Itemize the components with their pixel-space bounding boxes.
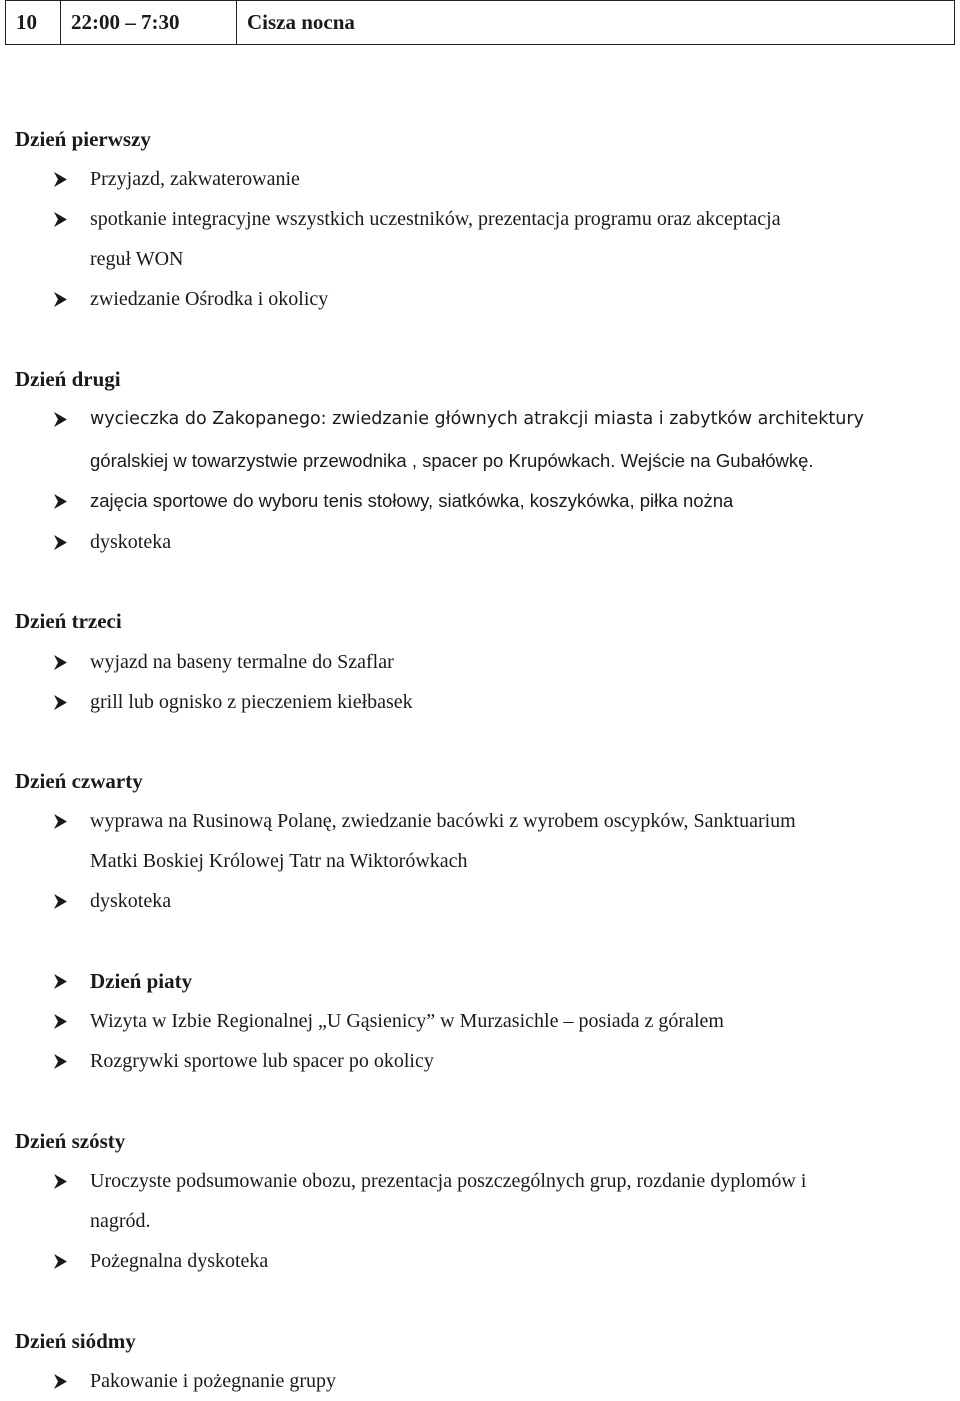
- day-heading: Dzień szósty: [15, 1129, 126, 1153]
- row-time: 22:00 – 7:30: [61, 1, 237, 45]
- arrowhead-bullet-icon: [52, 682, 72, 722]
- day-heading: Dzień siódmy: [15, 1329, 136, 1353]
- arrowhead-bullet-icon: [52, 1241, 72, 1281]
- arrowhead-bullet-icon: [52, 1001, 72, 1041]
- arrowhead-bullet-icon: [52, 1361, 72, 1401]
- arrowhead-bullet-icon: [52, 522, 72, 562]
- arrowhead-bullet-icon: [52, 199, 72, 239]
- list-item: Rozgrywki sportowe lub spacer po okolicy: [90, 1050, 434, 1072]
- row-number: 10: [6, 1, 61, 45]
- list-item: wyjazd na baseny termalne do Szaflar: [90, 651, 394, 673]
- arrowhead-bullet-icon: [52, 881, 72, 921]
- day-heading: Dzień piaty: [90, 969, 193, 993]
- list-item: dyskoteka: [90, 531, 172, 553]
- arrowhead-bullet-icon: [52, 399, 72, 439]
- day-heading: Dzień czwarty: [15, 769, 143, 793]
- list-item: Pakowanie i pożegnanie grupy: [90, 1370, 337, 1392]
- table-row: [6, 1, 955, 45]
- schedule-table: [5, 0, 955, 45]
- list-item: Pożegnalna dyskoteka: [90, 1250, 269, 1272]
- list-item: dyskoteka: [90, 890, 172, 912]
- list-item: Uroczyste podsumowanie obozu, prezentacja poszczególnych grup, rozdanie dyplomów i: [90, 1170, 807, 1192]
- day-heading: Dzień trzeci: [15, 609, 122, 633]
- arrowhead-bullet-icon: [52, 1041, 72, 1081]
- arrowhead-bullet-icon: [52, 1161, 72, 1201]
- list-item: wycieczka do Zakopanego: zwiedzanie głównych atrakcji miasta i zabytków architektury: [90, 409, 864, 429]
- list-item: zajęcia sportowe do wyboru tenis stołowy, siatkówka, koszykówka, piłka nożna: [90, 490, 734, 511]
- list-item-continuation: góralskiej w towarzystwie przewodnika , spacer po Krupówkach. Wejście na Gubałówkę.: [90, 450, 814, 471]
- list-item-continuation: nagród.: [90, 1210, 151, 1232]
- list-item: wyprawa na Rusinową Polanę, zwiedzanie bacówki z wyrobem oscypków, Sanktuarium: [90, 810, 796, 832]
- arrowhead-bullet-icon: [52, 481, 72, 521]
- list-item: zwiedzanie Ośrodka i okolicy: [90, 288, 329, 310]
- list-item: spotkanie integracyjne wszystkich uczestników, prezentacja programu oraz akceptacja: [90, 208, 781, 230]
- list-item-continuation: Matki Boskiej Królowej Tatr na Wiktorówkach: [90, 850, 468, 872]
- list-item: Wizyta w Izbie Regionalnej „U Gąsienicy” w Murzasichle – posiada z góralem: [90, 1010, 724, 1032]
- list-item: grill lub ognisko z pieczeniem kiełbasek: [90, 691, 413, 713]
- arrowhead-bullet-icon: [52, 642, 72, 682]
- arrowhead-bullet-icon: [52, 801, 72, 841]
- arrowhead-bullet-icon: [52, 961, 72, 1001]
- list-item-continuation: reguł WON: [90, 248, 184, 270]
- arrowhead-bullet-icon: [52, 159, 72, 199]
- day-heading: Dzień pierwszy: [15, 127, 151, 151]
- day-heading: Dzień drugi: [15, 367, 121, 391]
- list-item: Przyjazd, zakwaterowanie: [90, 168, 300, 190]
- row-activity: Cisza nocna: [237, 1, 955, 45]
- arrowhead-bullet-icon: [52, 279, 72, 319]
